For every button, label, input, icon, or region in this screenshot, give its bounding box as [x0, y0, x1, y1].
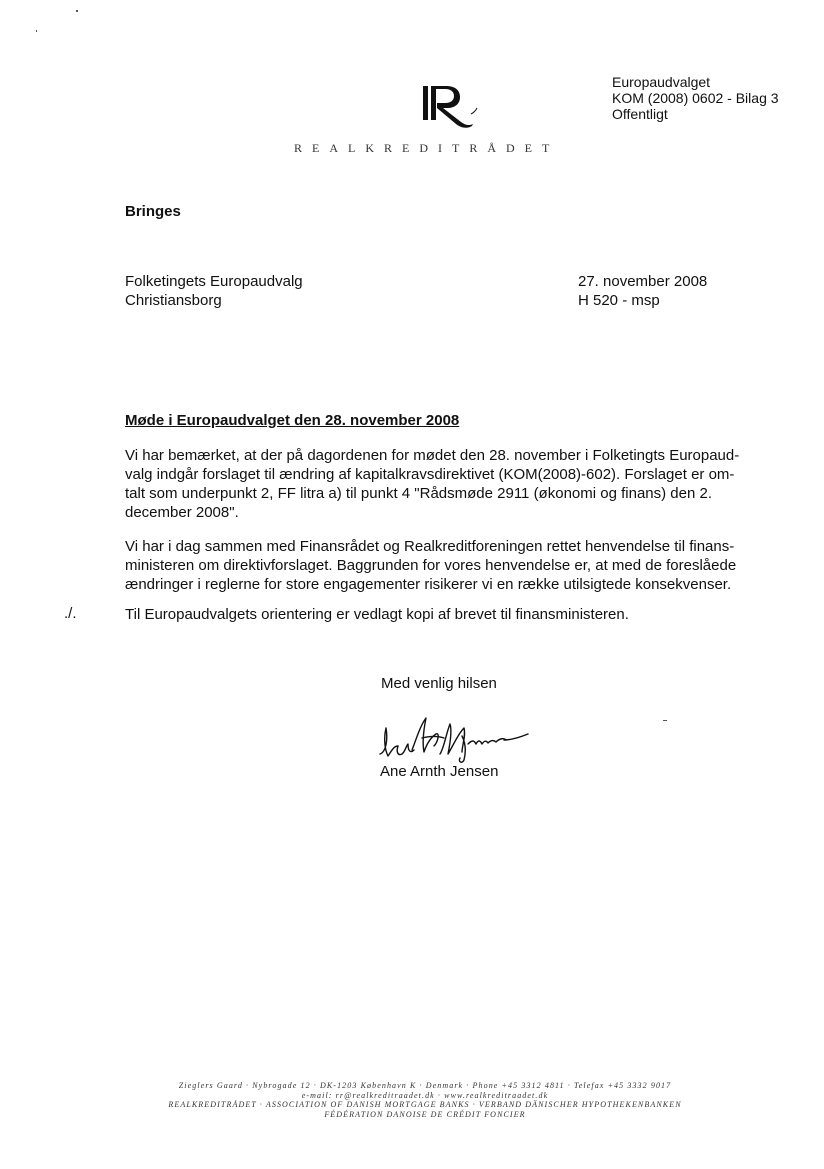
reference-document: KOM (2008) 0602 - Bilag 3	[612, 90, 779, 106]
letter-date: 27. november 2008	[578, 273, 708, 290]
letter-reference: H 520 - msp	[578, 292, 660, 309]
scan-speck	[76, 10, 78, 12]
delivery-note: Bringes	[125, 203, 181, 220]
recipient-location: Christiansborg	[125, 292, 222, 309]
reference-committee: Europaudvalget	[612, 74, 711, 90]
date-reference	[578, 272, 707, 310]
footer-address: Zieglers Gaard · Nybrogade 12 · DK-1203 København K · Denmark · Phone +45 3312 4811 · Telefax +45 3332 9017	[178, 1081, 672, 1090]
closing-salutation: Med venlig hilsen	[381, 675, 497, 692]
paragraph-line: talt som underpunkt 2, FF litra a) til punkt 4 "Rådsmøde 2911 (økonomi og finans) den 2.	[125, 485, 712, 502]
org-name: REALKREDITRÅDET	[294, 141, 560, 155]
scan-speck	[36, 30, 37, 32]
paragraph-2	[125, 537, 765, 594]
reference-status: Offentligt	[612, 106, 668, 122]
signer-name: Ane Arnth Jensen	[380, 763, 499, 780]
enclosure-marker: ./.	[64, 605, 77, 622]
footer-contact: e-mail: rr@realkreditraadet.dk · www.realkreditraadet.dk	[301, 1090, 549, 1100]
realkreditraadet-logo	[415, 80, 485, 136]
paragraph-line: valg indgår forslaget til ændring af kapitalkravsdirektivet (KOM(2008)-602). Forslaget er om-	[125, 466, 735, 483]
paragraph-line: Vi har i dag sammen med Finansrådet og Realkreditforeningen rettet henvendelse til finans-	[125, 538, 735, 555]
paragraph-line: ændringer i reglerne for store engagementer risikerer vi en række utilsigtede konsekvenser.	[125, 576, 732, 593]
paragraph-line: december 2008".	[125, 504, 239, 521]
scan-speck	[663, 720, 667, 721]
reference-block	[612, 74, 779, 122]
recipient-name: Folketingets Europaudvalg	[125, 273, 303, 290]
paragraph-3: Til Europaudvalgets orientering er vedlagt kopi af brevet til finansministeren.	[125, 606, 629, 623]
paragraph-line: ministeren om direktivforslaget. Baggrunden for vores henvendelse er, at med de foreslåede	[125, 557, 737, 574]
letter-footer	[90, 1081, 760, 1119]
letter-subject: Møde i Europaudvalget den 28. november 2008	[125, 412, 460, 429]
footer-org-names: REALKREDITRÅDET · ASSOCIATION OF DANISH MORTGAGE BANKS · VERBAND DÄNISCHER HYPOTHEKENBANKEN	[168, 1100, 682, 1109]
recipient-address	[125, 272, 303, 310]
paragraph-1	[125, 446, 765, 522]
paragraph-line: Vi har bemærket, at der på dagordenen for mødet den 28. november i Folketingts Europaud-	[125, 447, 740, 464]
handwritten-signature	[376, 714, 536, 766]
footer-org-name-fr: FÉDÉRATION DANOISE DE CRÉDIT FONCIER	[324, 1109, 526, 1119]
